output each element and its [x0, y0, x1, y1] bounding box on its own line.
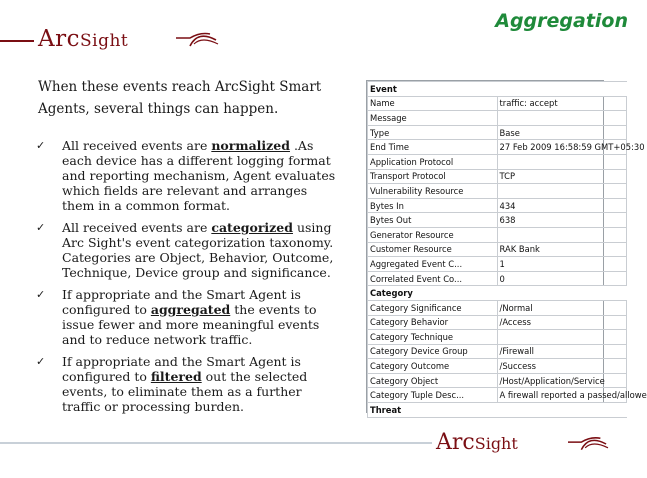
field-name: Vulnerability Resource	[368, 184, 498, 199]
field-name: Category Behavior	[368, 315, 498, 330]
event-properties-table	[366, 80, 647, 415]
table-row	[368, 344, 627, 359]
checkmark-icon: ✓	[36, 355, 46, 368]
field-value	[497, 184, 627, 199]
field-value: /Firewall	[497, 344, 627, 359]
table-row	[368, 388, 627, 403]
table-row	[368, 140, 627, 155]
table-row	[368, 154, 627, 169]
bottom-rule	[0, 442, 432, 444]
field-value	[497, 154, 627, 169]
table-row	[368, 96, 627, 111]
table-row	[368, 242, 627, 257]
logo-swoosh-icon	[568, 434, 608, 454]
slide-title: Aggregation	[495, 10, 628, 32]
field-name: Message	[368, 111, 498, 126]
field-name: Name	[368, 96, 498, 111]
table-row	[368, 373, 627, 388]
field-name: Application Protocol	[368, 154, 498, 169]
table-row	[368, 359, 627, 374]
table-row	[368, 213, 627, 228]
bullet-item: ✓ If appropriate and the Smart Agent is configured to aggregated the events to issue fewer and more meaningful events and to reduce network traffic.	[36, 287, 320, 347]
field-name: Generator Resource	[368, 227, 498, 242]
field-value: 27 Feb 2009 16:58:59 GMT+05:30	[497, 140, 627, 155]
field-value: 1	[497, 257, 627, 272]
field-name: Category Significance	[368, 300, 498, 315]
bullet-item: ✓ All received events are normalized .As each device has a different logging format and reporting mechanism, Agent evaluates which fields are relevant and arranges them in a common format.	[36, 138, 336, 213]
field-value: 0	[497, 271, 627, 286]
field-name: Category Object	[368, 373, 498, 388]
bullet-item: ✓ If appropriate and the Smart Agent is configured to filtered out the selected events, to eliminate them as a further traffic or processing burden.	[36, 354, 308, 414]
field-value: RAK Bank	[497, 242, 627, 257]
field-value: /Success	[497, 359, 627, 374]
section-label: Event	[368, 82, 627, 97]
table-row	[368, 227, 627, 242]
top-rule	[0, 40, 34, 42]
field-name: Aggregated Event C...	[368, 257, 498, 272]
table-section-header	[368, 82, 627, 97]
logo-arc: Arc	[38, 26, 80, 52]
bullet-list	[36, 138, 336, 421]
logo-swoosh-icon	[176, 30, 218, 50]
table-row	[368, 315, 627, 330]
table-row	[368, 271, 627, 286]
field-value: /Host/Application/Service	[497, 373, 627, 388]
field-name: End Time	[368, 140, 498, 155]
table-row	[368, 330, 627, 345]
field-name: Bytes Out	[368, 213, 498, 228]
logo-sight: Sight	[474, 434, 518, 453]
table-row	[368, 300, 627, 315]
checkmark-icon: ✓	[36, 221, 46, 234]
bullet-item: ✓ All received events are categorized using Arc Sight's event categorization taxonomy. Categories are Object, Behavior, Outcome, Technique, Device group and significance.	[36, 220, 334, 280]
field-value: Base	[497, 125, 627, 140]
checkmark-icon: ✓	[36, 288, 46, 301]
field-name: Bytes In	[368, 198, 498, 213]
section-label: Category	[368, 286, 627, 301]
field-value	[497, 330, 627, 345]
table-row	[368, 198, 627, 213]
table-row	[368, 257, 627, 272]
field-name: Correlated Event Co...	[368, 271, 498, 286]
field-value	[497, 227, 627, 242]
field-value	[497, 111, 627, 126]
intro-text: When these events reach ArcSight Smart Agents, several things can happen.	[38, 79, 322, 117]
table-row	[368, 169, 627, 184]
checkmark-icon: ✓	[36, 139, 46, 152]
field-name: Category Technique	[368, 330, 498, 345]
field-value: /Access	[497, 315, 627, 330]
field-value: /Normal	[497, 300, 627, 315]
field-value: 434	[497, 198, 627, 213]
field-name: Transport Protocol	[368, 169, 498, 184]
field-name: Category Device Group	[368, 344, 498, 359]
section-label: Threat	[368, 403, 627, 418]
logo-sight: Sight	[80, 31, 129, 51]
logo-arc: Arc	[436, 430, 475, 455]
field-value: A firewall reported a passed/allowe	[497, 388, 627, 403]
field-value: TCP	[497, 169, 627, 184]
field-name: Type	[368, 125, 498, 140]
field-value: traffic: accept	[497, 96, 627, 111]
arcsight-logo-top	[38, 26, 128, 52]
table-row	[368, 125, 627, 140]
field-name: Customer Resource	[368, 242, 498, 257]
table-section-header	[368, 286, 627, 301]
arcsight-logo-bottom	[436, 430, 518, 455]
field-name: Category Tuple Desc...	[368, 388, 498, 403]
table-row	[368, 111, 627, 126]
table-row	[368, 184, 627, 199]
table-section-header	[368, 403, 627, 418]
field-value: 638	[497, 213, 627, 228]
field-name: Category Outcome	[368, 359, 498, 374]
